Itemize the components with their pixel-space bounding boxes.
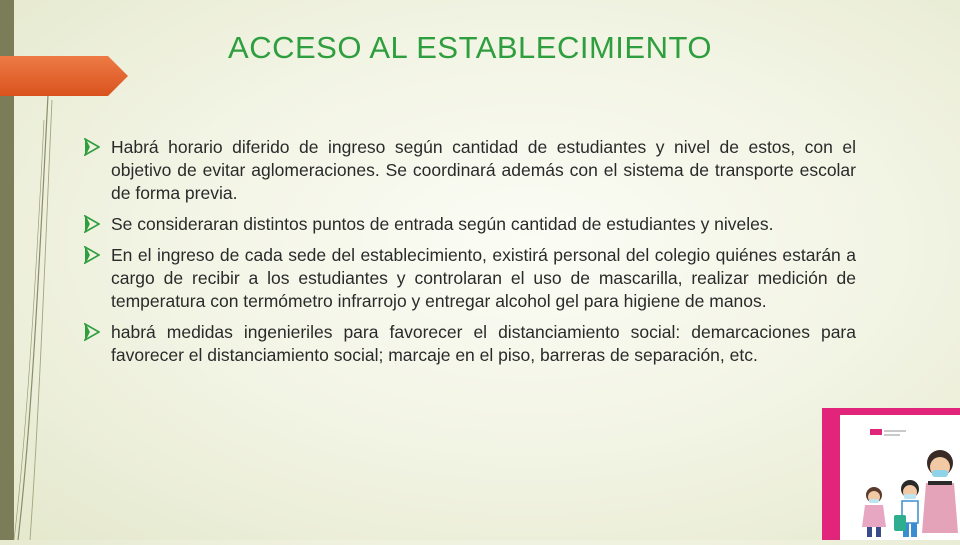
- bullet-text: Habrá horario diferido de ingreso según cantidad de estudiantes y nivel de estos, con el objetivo de evitar aglomeraciones. Se coordinará además con el sistema de transporte escolar de forma previa.: [111, 137, 856, 203]
- arrow-bullet-icon: [84, 215, 100, 233]
- students-with-masks-icon: [840, 415, 960, 540]
- bullet-text: habrá medidas ingenieriles para favorecer el distanciamiento social: demarcaciones para favorecer el distanciamiento social; marcaje en el piso, barreras de separación, etc.: [111, 322, 856, 365]
- slide-title: ACCESO AL ESTABLECIMIENTO: [228, 30, 712, 65]
- bullet-item: [84, 213, 856, 236]
- arrow-bullet-icon: [84, 246, 100, 264]
- bullet-item: [84, 136, 856, 205]
- arrow-bullet-icon: [84, 138, 100, 156]
- illustration-card: [840, 415, 960, 540]
- bullet-text: Se consideraran distintos puntos de entrada según cantidad de estudiantes y niveles.: [111, 214, 774, 234]
- bullet-item: [84, 244, 856, 313]
- masked-students-illustration: [822, 408, 960, 540]
- bullet-list: [84, 136, 856, 375]
- bullet-item: [84, 321, 856, 367]
- bullet-text: En el ingreso de cada sede del establecimiento, existirá personal del colegio quiénes estarán a cargo de recibir a los estudiantes y controlaran el uso de mascarilla, realizar medición de temperatura con termómetro infrarrojo y entregar alcohol gel para higiene de manos.: [111, 245, 856, 311]
- arrow-bullet-icon: [84, 323, 100, 341]
